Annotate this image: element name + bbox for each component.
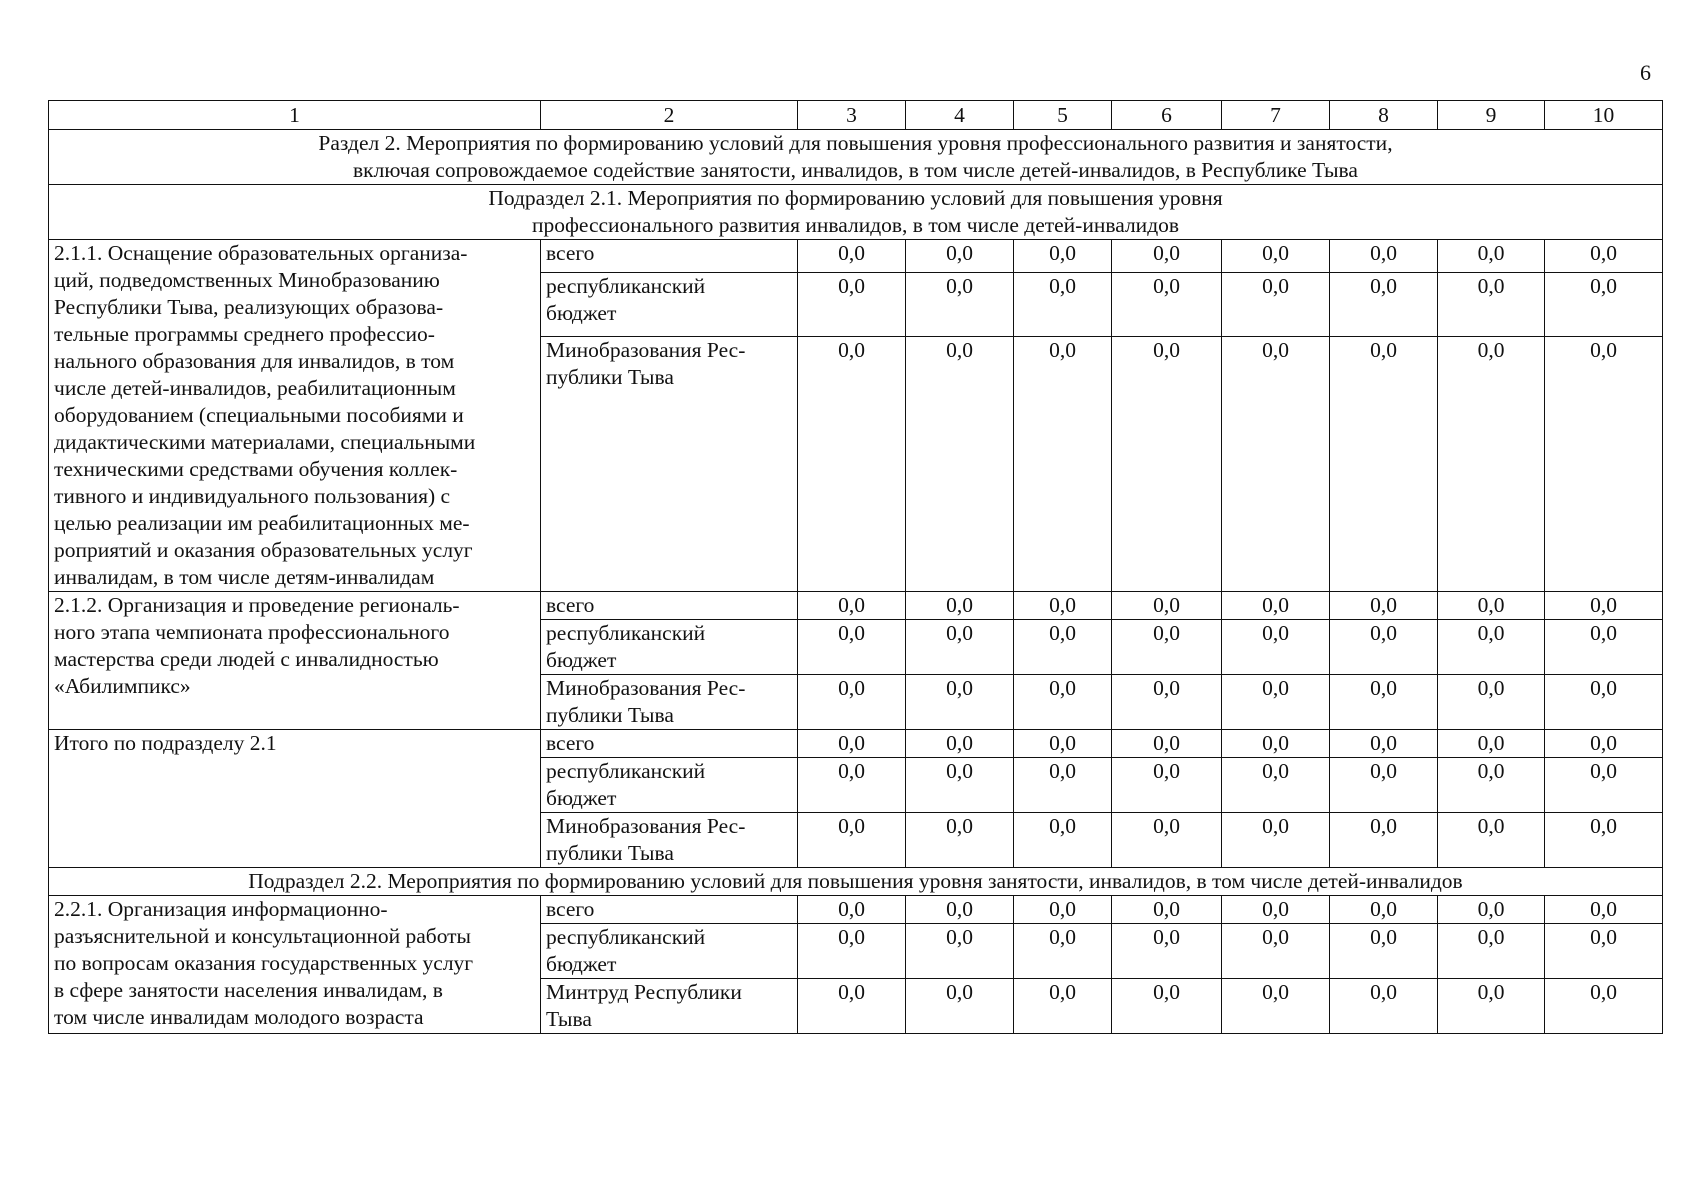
activity-name-line: нального образования для инвалидов, в том: [54, 349, 455, 373]
value-cell: 0,0: [1330, 337, 1438, 592]
value-cell: 0,0: [1545, 272, 1663, 336]
value-cell: 0,0: [1112, 592, 1222, 620]
table-body: [49, 101, 1663, 1034]
value-cell: 0,0: [906, 272, 1014, 336]
funding-source-line: Минобразования Рес-: [546, 338, 746, 362]
value-cell: 0,0: [1014, 272, 1112, 336]
value-cell: 0,0: [1438, 240, 1545, 273]
value-cell: 0,0: [1014, 240, 1112, 273]
activity-name-line: Итого по подразделу 2.1: [54, 731, 277, 755]
activity-name-line: ного этапа чемпионата профессионального: [54, 620, 450, 644]
activity-name-line: техническими средствами обучения коллек-: [54, 457, 458, 481]
funding-source-line: республиканский: [546, 759, 706, 783]
funding-source: [541, 675, 798, 730]
value-cell: 0,0: [1112, 979, 1222, 1034]
activity-name: [49, 730, 541, 868]
funding-source-line: всего: [546, 593, 595, 617]
funding-source: [541, 758, 798, 813]
value-cell: 0,0: [906, 240, 1014, 273]
page-number: 6: [1640, 60, 1651, 85]
value-cell: 0,0: [1438, 813, 1545, 868]
value-cell: 0,0: [1545, 675, 1663, 730]
funding-source: [541, 730, 798, 758]
value-cell: 0,0: [906, 592, 1014, 620]
funding-source-line: Минобразования Рес-: [546, 814, 746, 838]
value-cell: 0,0: [1330, 620, 1438, 675]
value-cell: 0,0: [1014, 924, 1112, 979]
value-cell: 0,0: [1545, 813, 1663, 868]
funding-source-line: бюджет: [546, 786, 617, 810]
value-cell: 0,0: [798, 758, 906, 813]
funding-source-line: всего: [546, 241, 595, 265]
value-cell: 0,0: [1112, 620, 1222, 675]
value-cell: 0,0: [798, 730, 906, 758]
value-cell: 0,0: [798, 979, 906, 1034]
funding-source: [541, 620, 798, 675]
funding-source-line: Минтруд Республики: [546, 980, 742, 1004]
value-cell: 0,0: [1330, 272, 1438, 336]
value-cell: 0,0: [1112, 337, 1222, 592]
value-cell: 0,0: [1545, 730, 1663, 758]
value-cell: 0,0: [1222, 675, 1330, 730]
value-cell: 0,0: [1014, 979, 1112, 1034]
column-number: 1: [49, 101, 541, 130]
activity-name-line: роприятий и оказания образовательных услуг: [54, 538, 473, 562]
value-cell: 0,0: [1112, 758, 1222, 813]
subsection-2-2-header-row: [49, 868, 1663, 896]
value-cell: 0,0: [906, 337, 1014, 592]
value-cell: 0,0: [1112, 240, 1222, 273]
activity-name-line: инвалидам, в том числе детям-инвалидам: [54, 565, 435, 589]
subsection-2-1-header-row: [49, 185, 1663, 240]
value-cell: 0,0: [1222, 592, 1330, 620]
activity-name-line: том числе инвалидам молодого возраста: [54, 1005, 424, 1029]
column-number: 6: [1112, 101, 1222, 130]
value-cell: 0,0: [1112, 675, 1222, 730]
subsection-2-1-title: [49, 185, 1663, 240]
value-cell: 0,0: [1438, 979, 1545, 1034]
funding-source-line: бюджет: [546, 648, 617, 672]
value-cell: 0,0: [906, 620, 1014, 675]
column-number: 5: [1014, 101, 1112, 130]
activity-name-line: 2.1.1. Оснащение образовательных организа-: [54, 241, 468, 265]
activity-name-line: тивного и индивидуального пользования) с: [54, 484, 451, 508]
table-row: [49, 592, 1663, 620]
activity-name-line: целью реализации им реабилитационных ме-: [54, 511, 470, 535]
funding-source: [541, 896, 798, 924]
funding-source: [541, 979, 798, 1034]
section-2-title-line: Раздел 2. Мероприятия по формированию условий для повышения уровня профессионального развития и занятости,: [318, 131, 1393, 155]
funding-source-line: всего: [546, 897, 595, 921]
funding-source-line: Тыва: [546, 1007, 592, 1031]
funding-source-line: республиканский: [546, 273, 706, 298]
value-cell: 0,0: [798, 620, 906, 675]
value-cell: 0,0: [798, 813, 906, 868]
funding-source-line: публики Тыва: [546, 365, 674, 389]
funding-source-line: публики Тыва: [546, 841, 674, 865]
activity-name-line: в сфере занятости населения инвалидам, в: [54, 978, 443, 1002]
value-cell: 0,0: [798, 592, 906, 620]
value-cell: 0,0: [906, 758, 1014, 813]
value-cell: 0,0: [1014, 592, 1112, 620]
value-cell: 0,0: [1545, 924, 1663, 979]
subsection-2-1-title-line: профессионального развития инвалидов, в том числе детей-инвалидов: [531, 213, 1180, 237]
section-2-title: [49, 130, 1663, 185]
value-cell: 0,0: [798, 896, 906, 924]
value-cell: 0,0: [1438, 924, 1545, 979]
table-row: [49, 896, 1663, 924]
column-number: 3: [798, 101, 906, 130]
funding-source: [541, 337, 798, 592]
value-cell: 0,0: [1222, 730, 1330, 758]
value-cell: 0,0: [906, 813, 1014, 868]
column-number: 8: [1330, 101, 1438, 130]
column-number: 9: [1438, 101, 1545, 130]
column-number: 10: [1545, 101, 1663, 130]
value-cell: 0,0: [1330, 730, 1438, 758]
activity-name: [49, 896, 541, 1034]
value-cell: 0,0: [1222, 620, 1330, 675]
activity-name-line: тельные программы среднего профессио-: [54, 322, 435, 346]
subsection-2-1-title-line: Подраздел 2.1. Мероприятия по формированию условий для повышения уровня: [488, 186, 1223, 210]
value-cell: 0,0: [906, 979, 1014, 1034]
funding-source: [541, 592, 798, 620]
activity-name-line: мастерства среди людей с инвалидностью: [54, 647, 439, 671]
funding-source: [541, 924, 798, 979]
value-cell: 0,0: [1545, 240, 1663, 273]
value-cell: 0,0: [1112, 272, 1222, 336]
value-cell: 0,0: [1014, 896, 1112, 924]
value-cell: 0,0: [906, 675, 1014, 730]
value-cell: 0,0: [1112, 813, 1222, 868]
value-cell: 0,0: [1222, 758, 1330, 813]
activity-name-line: Республики Тыва, реализующих образова-: [54, 295, 444, 319]
value-cell: 0,0: [906, 730, 1014, 758]
activity-name-line: числе детей-инвалидов, реабилитационным: [54, 376, 456, 400]
value-cell: 0,0: [1330, 240, 1438, 273]
value-cell: 0,0: [906, 896, 1014, 924]
value-cell: 0,0: [1014, 813, 1112, 868]
activity-name-line: 2.2.1. Организация информационно-: [54, 897, 388, 921]
value-cell: 0,0: [1545, 620, 1663, 675]
value-cell: 0,0: [798, 337, 906, 592]
activity-name: [49, 592, 541, 730]
value-cell: 0,0: [1112, 896, 1222, 924]
value-cell: 0,0: [906, 924, 1014, 979]
funding-source-line: бюджет: [546, 952, 617, 976]
value-cell: 0,0: [798, 240, 906, 273]
column-number: 4: [906, 101, 1014, 130]
value-cell: 0,0: [1222, 979, 1330, 1034]
funding-source-line: Минобразования Рес-: [546, 676, 746, 700]
value-cell: 0,0: [1330, 675, 1438, 730]
subsection-2-2-title: Подраздел 2.2. Мероприятия по формированию условий для повышения уровня занятости, инвалидов, в том числе детей-инвалидов: [49, 868, 1663, 896]
activity-name: [49, 240, 541, 592]
value-cell: 0,0: [1438, 730, 1545, 758]
value-cell: 0,0: [1438, 620, 1545, 675]
value-cell: 0,0: [1438, 337, 1545, 592]
activity-name-line: разъяснительной и консультационной работы: [54, 924, 472, 948]
value-cell: 0,0: [798, 924, 906, 979]
value-cell: 0,0: [1112, 924, 1222, 979]
value-cell: 0,0: [1438, 758, 1545, 813]
table-row: [49, 240, 1663, 273]
value-cell: 0,0: [1438, 896, 1545, 924]
value-cell: 0,0: [798, 272, 906, 336]
activity-name-line: 2.1.2. Организация и проведение региональ-: [54, 593, 460, 617]
activity-name-line: оборудованием (специальными пособиями и: [54, 403, 464, 427]
value-cell: 0,0: [1330, 758, 1438, 813]
value-cell: 0,0: [1014, 730, 1112, 758]
column-number-row: [49, 101, 1663, 130]
value-cell: 0,0: [1014, 758, 1112, 813]
value-cell: 0,0: [798, 675, 906, 730]
value-cell: 0,0: [1222, 896, 1330, 924]
value-cell: 0,0: [1545, 979, 1663, 1034]
funding-source-line: бюджет: [546, 300, 617, 325]
funding-source-line: публики Тыва: [546, 703, 674, 727]
value-cell: 0,0: [1438, 592, 1545, 620]
value-cell: 0,0: [1222, 337, 1330, 592]
value-cell: 0,0: [1330, 813, 1438, 868]
funding-source-line: республиканский: [546, 621, 706, 645]
column-number: 2: [541, 101, 798, 130]
value-cell: 0,0: [1545, 337, 1663, 592]
funding-source-line: всего: [546, 731, 595, 755]
value-cell: 0,0: [1014, 620, 1112, 675]
value-cell: 0,0: [1438, 272, 1545, 336]
value-cell: 0,0: [1330, 592, 1438, 620]
value-cell: 0,0: [1545, 592, 1663, 620]
value-cell: 0,0: [1014, 675, 1112, 730]
table-row: [49, 730, 1663, 758]
value-cell: 0,0: [1330, 896, 1438, 924]
value-cell: 0,0: [1330, 924, 1438, 979]
activity-name-line: по вопросам оказания государственных услуг: [54, 951, 474, 975]
column-number: 7: [1222, 101, 1330, 130]
value-cell: 0,0: [1330, 979, 1438, 1034]
section-2-title-line: включая сопровождаемое содействие занятости, инвалидов, в том числе детей-инвалидов, в Республике Тыва: [353, 158, 1358, 182]
section-2-header-row: [49, 130, 1663, 185]
value-cell: 0,0: [1014, 337, 1112, 592]
value-cell: 0,0: [1438, 675, 1545, 730]
funding-source: [541, 240, 798, 273]
value-cell: 0,0: [1222, 240, 1330, 273]
funding-source: [541, 272, 798, 336]
budget-table: [48, 100, 1663, 1034]
value-cell: 0,0: [1112, 730, 1222, 758]
value-cell: 0,0: [1222, 813, 1330, 868]
value-cell: 0,0: [1545, 896, 1663, 924]
value-cell: 0,0: [1545, 758, 1663, 813]
activity-name-line: дидактическими материалами, специальными: [54, 430, 476, 454]
funding-source-line: республиканский: [546, 925, 706, 949]
activity-name-line: «Абилимпикс»: [54, 674, 191, 698]
funding-source: [541, 813, 798, 868]
activity-name-line: ций, подведомственных Минобразованию: [54, 268, 440, 292]
value-cell: 0,0: [1222, 272, 1330, 336]
value-cell: 0,0: [1222, 924, 1330, 979]
